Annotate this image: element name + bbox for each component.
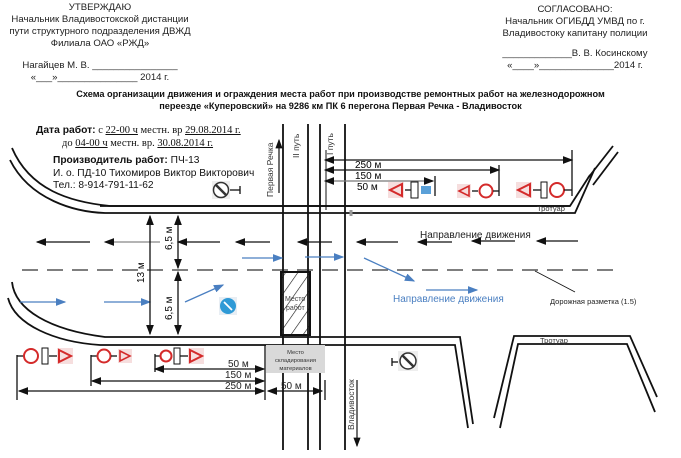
from-time: 22-00 ч: [105, 125, 138, 136]
sidewalk-bottom: Тротуар: [540, 336, 568, 345]
svg-text:Место: Место: [285, 296, 306, 303]
dim-6-5m-bottom: 6,5 м: [164, 296, 175, 320]
approval-date: «___»_______________ 2014 г.: [30, 72, 170, 83]
label-vladivostok: Владивосток: [346, 379, 356, 430]
producer-value: ПЧ-13: [170, 155, 200, 166]
from-date: 29.08.2014 г.: [185, 125, 241, 136]
storage-area: [266, 345, 325, 373]
label-track-2: II путь: [291, 133, 301, 158]
dist-bottom-50: 50 м: [228, 359, 249, 370]
label-track-1: I путь: [325, 133, 335, 155]
to-time: 04-00 ч: [75, 138, 108, 149]
agreement-line: Начальник ОГИБДД УМВД по г.: [505, 16, 645, 27]
svg-text:Место: Место: [287, 350, 304, 356]
dist-bottom-250: 250 м: [225, 381, 252, 392]
dist-top-250: 250 м: [355, 160, 382, 171]
pass-right-icon: [219, 297, 237, 315]
road-marking-label: Дорожная разметка (1.5): [550, 297, 637, 306]
svg-text:складирования: складирования: [275, 358, 316, 364]
approval-line: Филиала ОАО «РЖД»: [50, 38, 150, 49]
work-zone-width: 50 м: [281, 381, 302, 392]
top-signs: [388, 182, 572, 198]
approval-line: пути структурного подразделения ДВЖД: [9, 26, 191, 37]
direction-label-bottom: Направление движения: [393, 294, 504, 305]
to-mid: местн. вр.: [110, 138, 155, 149]
title-line: Схема организации движения и ограждения места работ при производстве ремонтных работ на железнодорожном: [76, 89, 605, 99]
to-prefix: до: [62, 138, 73, 149]
agreement-line: Владивостоку капитану полиции: [502, 28, 648, 39]
dist-top-150: 150 м: [355, 171, 382, 182]
sidewalk-top: Тротуар: [537, 204, 565, 213]
end-restrictions-icon: [392, 351, 418, 371]
dist-top-50: 50 м: [357, 182, 378, 193]
approval-line: Начальник Владивостокской дистанции: [11, 14, 189, 25]
producer-info: [53, 155, 254, 193]
agreement-heading: СОГЛАСОВАНО:: [537, 4, 613, 15]
svg-text:работ: работ: [286, 305, 305, 312]
from-prefix: с: [98, 125, 103, 136]
direction-label-top: Направление движения: [420, 230, 531, 241]
bottom-signs: [17, 348, 204, 364]
dim-6-5m-top: 6,5 м: [164, 226, 175, 250]
agreement-signature: _____________В. В. Косинскому: [502, 48, 648, 59]
producer-phone: Тел.: 8-914-791-11-62: [53, 180, 154, 191]
producer-person: И. о. ПД-10 Тихомиров Виктор Викторович: [53, 167, 255, 179]
svg-text:материалов: материалов: [279, 366, 312, 372]
producer-label: Производитель работ:: [53, 155, 168, 166]
work-zone: [281, 272, 310, 335]
work-dates: [36, 124, 241, 150]
dim-13m: 13 м: [136, 262, 147, 283]
from-mid: местн. вр: [140, 125, 183, 136]
approval-heading: УТВЕРЖДАЮ: [68, 2, 132, 13]
approval-signature: Нагайцев М. В. ________________: [22, 60, 178, 71]
agreement-date: «____»______________2014 г.: [507, 60, 643, 71]
dist-bottom-150: 150 м: [225, 370, 252, 381]
work-dates-label: Дата работ:: [36, 125, 96, 136]
title-line: переезде «Куперовский» на 9286 км ПК 6 перегона Первая Речка - Владивосток: [159, 101, 522, 111]
to-date: 30.08.2014 г.: [157, 138, 214, 149]
label-first-river: Первая Речка: [265, 142, 275, 197]
